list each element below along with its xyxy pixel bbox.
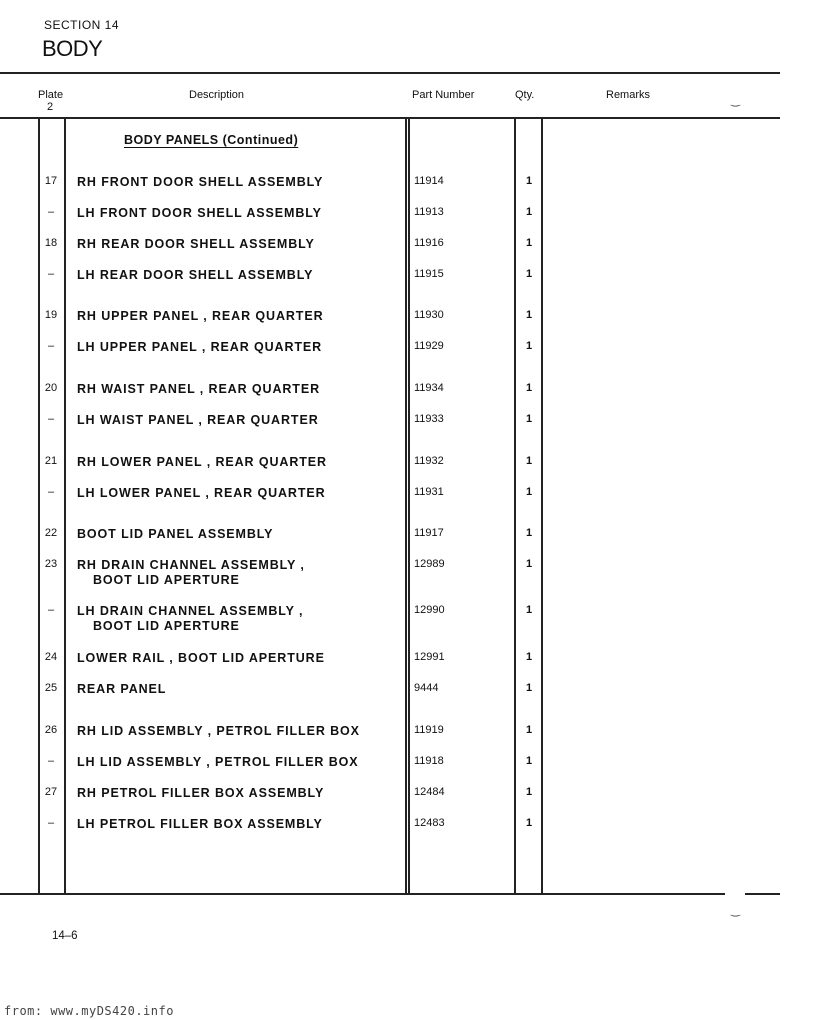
part-description-continued: BOOT LID APERTURE xyxy=(93,573,240,587)
part-description: LH PETROL FILLER BOX ASSEMBLY xyxy=(77,817,323,831)
quantity: 1 xyxy=(525,382,533,394)
col-header-plate: Plate xyxy=(38,89,64,101)
column-line-qty-right xyxy=(541,117,543,894)
page-title: BODY xyxy=(42,36,103,61)
col-header-part-number: Part Number xyxy=(412,89,475,101)
part-number: 11917 xyxy=(414,527,444,539)
bottom-rule-right xyxy=(745,893,780,895)
part-number: 12989 xyxy=(414,558,445,570)
quantity: 1 xyxy=(525,340,533,352)
quantity: 1 xyxy=(525,268,533,280)
part-description: LH DRAIN CHANNEL ASSEMBLY , xyxy=(77,604,304,618)
part-description: LH LOWER PANEL , REAR QUARTER xyxy=(77,486,326,500)
part-description: LH LID ASSEMBLY , PETROL FILLER BOX xyxy=(77,755,359,769)
quantity: 1 xyxy=(525,755,533,767)
part-number: 12483 xyxy=(414,817,445,829)
quantity: 1 xyxy=(525,455,533,467)
plate-number: – xyxy=(47,486,55,498)
col-header-plate-number: 2 xyxy=(47,101,54,113)
quantity: 1 xyxy=(525,604,533,616)
plate-number: 21 xyxy=(44,455,58,467)
quantity: 1 xyxy=(525,309,533,321)
part-description-continued: BOOT LID APERTURE xyxy=(93,619,240,633)
column-line-plate-left xyxy=(38,117,40,894)
column-line-desc-right-b xyxy=(408,117,410,894)
page-number: 14–6 xyxy=(52,930,78,942)
part-description: LH UPPER PANEL , REAR QUARTER xyxy=(77,340,323,354)
section-label: SECTION 14 xyxy=(44,18,120,32)
part-description: RH LID ASSEMBLY , PETROL FILLER BOX xyxy=(77,724,360,738)
part-number: 11918 xyxy=(414,755,444,767)
quantity: 1 xyxy=(525,175,533,187)
part-number: 11929 xyxy=(414,340,444,352)
plate-number: 18 xyxy=(44,237,58,249)
quantity: 1 xyxy=(525,527,533,539)
plate-number: 27 xyxy=(44,786,58,798)
quantity: 1 xyxy=(525,682,533,694)
part-number: 12484 xyxy=(414,786,445,798)
plate-number: 19 xyxy=(44,309,58,321)
quantity: 1 xyxy=(525,413,533,425)
plate-number: 20 xyxy=(44,382,58,394)
column-line-plate-right xyxy=(64,117,66,894)
plate-number: – xyxy=(47,413,55,425)
quantity: 1 xyxy=(525,237,533,249)
plate-number: – xyxy=(47,604,55,616)
plate-number: – xyxy=(47,206,55,218)
part-number: 11933 xyxy=(414,413,444,425)
part-description: LH FRONT DOOR SHELL ASSEMBLY xyxy=(77,206,322,220)
quantity: 1 xyxy=(525,486,533,498)
column-line-part-right xyxy=(514,117,516,894)
part-number: 11919 xyxy=(414,724,444,736)
plate-number: 24 xyxy=(44,651,58,663)
part-description: RH WAIST PANEL , REAR QUARTER xyxy=(77,382,321,396)
bottom-rule xyxy=(0,893,725,895)
part-description: LH WAIST PANEL , REAR QUARTER xyxy=(77,413,319,427)
top-rule xyxy=(0,72,780,74)
part-number: 11932 xyxy=(414,455,444,467)
part-description: LOWER RAIL , BOOT LID APERTURE xyxy=(77,651,325,665)
col-header-description: Description xyxy=(189,89,245,101)
quantity: 1 xyxy=(525,651,533,663)
part-description: RH LOWER PANEL , REAR QUARTER xyxy=(77,455,327,469)
col-header-remarks: Remarks xyxy=(606,89,651,101)
part-number: 11913 xyxy=(414,206,444,218)
col-header-qty: Qty. xyxy=(515,89,535,101)
part-description: RH REAR DOOR SHELL ASSEMBLY xyxy=(77,237,315,251)
column-line-desc-right-a xyxy=(405,117,407,894)
part-number: 11914 xyxy=(414,175,444,187)
quantity: 1 xyxy=(525,558,533,570)
header-rule xyxy=(0,117,780,119)
quantity: 1 xyxy=(525,206,533,218)
plate-number: 23 xyxy=(44,558,58,570)
plate-number: 22 xyxy=(44,527,58,539)
part-number: 11930 xyxy=(414,309,444,321)
quantity: 1 xyxy=(525,724,533,736)
plate-number: 25 xyxy=(44,682,58,694)
plate-number: 17 xyxy=(44,175,58,187)
part-description: LH REAR DOOR SHELL ASSEMBLY xyxy=(77,268,314,282)
part-description: REAR PANEL xyxy=(77,682,167,696)
part-description: RH FRONT DOOR SHELL ASSEMBLY xyxy=(77,175,324,189)
part-number: 11916 xyxy=(414,237,444,249)
part-description: BOOT LID PANEL ASSEMBLY xyxy=(77,527,274,541)
source-watermark: from: www.myDS420.info xyxy=(4,1004,174,1018)
scan-mark: ‿ xyxy=(731,95,740,107)
part-number: 11931 xyxy=(414,486,444,498)
part-description: RH PETROL FILLER BOX ASSEMBLY xyxy=(77,786,325,800)
part-number: 11915 xyxy=(414,268,444,280)
part-number: 11934 xyxy=(414,382,444,394)
scan-mark: ‿ xyxy=(731,905,740,917)
plate-number: – xyxy=(47,268,55,280)
quantity: 1 xyxy=(525,817,533,829)
part-description: RH UPPER PANEL , REAR QUARTER xyxy=(77,309,324,323)
plate-number: – xyxy=(47,755,55,767)
quantity: 1 xyxy=(525,786,533,798)
plate-number: – xyxy=(47,817,55,829)
part-description: RH DRAIN CHANNEL ASSEMBLY , xyxy=(77,558,305,572)
plate-number: – xyxy=(47,340,55,352)
part-number: 9444 xyxy=(414,682,439,694)
part-number: 12990 xyxy=(414,604,445,616)
part-number: 12991 xyxy=(414,651,445,663)
section-subheading: BODY PANELS (Continued) xyxy=(124,133,299,147)
plate-number: 26 xyxy=(44,724,58,736)
